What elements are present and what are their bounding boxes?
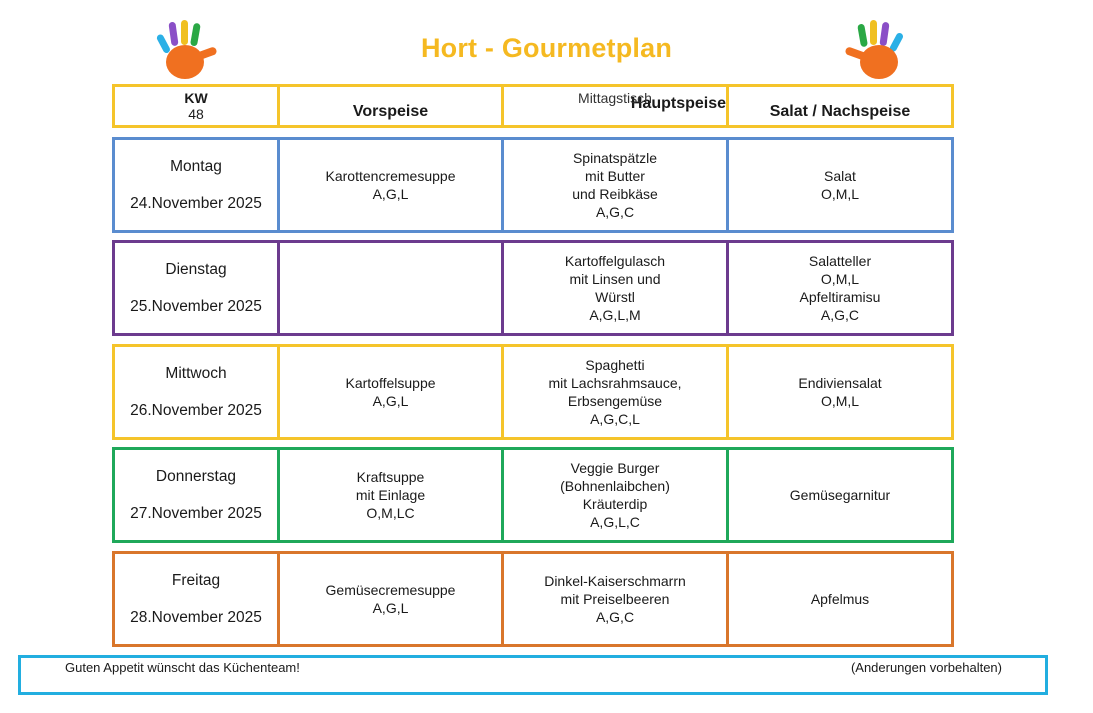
menu-line: Veggie Burger — [570, 460, 660, 476]
day-row-mittwoch — [112, 344, 954, 440]
menu-line: Salat — [824, 168, 856, 184]
day-cell — [112, 240, 280, 336]
menu-line: Kräuterdip — [582, 496, 648, 512]
day-cell — [112, 447, 280, 543]
menu-line: (Bohnenlaibchen) — [560, 478, 670, 494]
hauptspeise-cell — [504, 551, 729, 647]
day-cell — [112, 344, 280, 440]
menu-line: Endiviensalat — [798, 375, 882, 391]
menu-line: Kartoffelsuppe — [345, 375, 436, 391]
menu-line: mit Lachsrahmsauce, — [548, 375, 682, 391]
footer-disclaimer: (Anderungen vorbehalten) — [850, 660, 1002, 675]
allergen-codes: O,M,L — [820, 271, 860, 287]
week-number: 48 — [188, 106, 204, 122]
column-label: Salat / Nachspeise — [769, 103, 911, 120]
column-subtitle: Mittagstisch — [578, 90, 652, 106]
hauptspeise-cell — [504, 447, 729, 543]
menu-line: Kraftsuppe — [356, 469, 425, 485]
allergen-codes: A,G,C — [595, 609, 635, 625]
day-row-freitag — [112, 551, 954, 647]
allergen-codes: O,M,L — [820, 393, 860, 409]
header-hauptspeise — [504, 84, 729, 128]
allergen-codes: A,G,C — [820, 307, 860, 323]
menu-line: Gemüsecremesuppe — [325, 582, 456, 598]
day-name: Mittwoch — [165, 365, 227, 382]
footer-box — [18, 655, 1048, 695]
day-name: Dienstag — [165, 261, 227, 278]
column-label: Vorspeise — [352, 103, 429, 120]
header-vorspeise — [280, 84, 504, 128]
salat-cell — [729, 344, 954, 440]
menu-line: Gemüsegarnitur — [789, 487, 891, 503]
allergen-codes: A,G,C,L — [590, 411, 640, 427]
allergen-codes: A,G,C — [595, 204, 635, 220]
page-title: Hort - Gourmetplan — [420, 33, 673, 63]
menu-line: Karottencremesuppe — [325, 168, 456, 184]
menu-line: Spaghetti — [585, 357, 645, 373]
allergen-codes: A,G,L — [372, 393, 409, 409]
menu-line: mit Einlage — [355, 487, 426, 503]
menu-line: Erbsengemüse — [567, 393, 663, 409]
menu-line: Salatteller — [808, 253, 872, 269]
salat-cell — [729, 240, 954, 336]
allergen-codes: O,M,L — [820, 186, 860, 202]
menu-line: und Reibkäse — [572, 186, 658, 202]
day-name: Donnerstag — [155, 468, 237, 485]
header-salat — [729, 84, 954, 128]
salat-cell — [729, 447, 954, 543]
day-date: 28.November 2025 — [130, 609, 262, 626]
day-cell — [112, 551, 280, 647]
vorspeise-cell — [280, 551, 504, 647]
day-row-donnerstag — [112, 447, 954, 543]
day-row-montag — [112, 137, 954, 233]
vorspeise-cell — [280, 344, 504, 440]
day-date: 25.November 2025 — [130, 298, 262, 315]
allergen-codes: A,G,L — [372, 186, 409, 202]
day-date: 26.November 2025 — [130, 402, 262, 419]
allergen-codes: A,G,L,C — [590, 514, 640, 530]
menu-line: mit Preiselbeeren — [560, 591, 670, 607]
hauptspeise-cell — [504, 240, 729, 336]
menu-line: Dinkel-Kaiserschmarrn — [544, 573, 686, 589]
column-label: Hauptspeise — [630, 95, 726, 112]
menu-line: Apfeltiramisu — [799, 289, 881, 305]
day-cell — [112, 137, 280, 233]
week-label: KW — [184, 90, 208, 106]
menu-line: mit Butter — [585, 168, 645, 184]
table-header — [112, 84, 954, 128]
menu-line: Würstl — [595, 289, 635, 305]
day-name: Montag — [170, 158, 222, 175]
menu-line: Kartoffelgulasch — [564, 253, 666, 269]
allergen-codes: O,M,LC — [366, 505, 415, 521]
menu-line: mit Linsen und — [569, 271, 661, 287]
day-date: 24.November 2025 — [130, 195, 262, 212]
day-name: Freitag — [171, 572, 221, 589]
hauptspeise-cell — [504, 344, 729, 440]
allergen-codes: A,G,L — [372, 600, 409, 616]
hauptspeise-cell — [504, 137, 729, 233]
menu-line: Spinatspätzle — [572, 150, 658, 166]
day-row-dienstag — [112, 240, 954, 336]
footer-greeting: Guten Appetit wünscht das Küchenteam! — [65, 660, 300, 675]
menu-line: Apfelmus — [810, 591, 870, 607]
salat-cell — [729, 551, 954, 647]
vorspeise-cell — [280, 447, 504, 543]
salat-cell — [729, 137, 954, 233]
vorspeise-cell — [280, 240, 504, 336]
allergen-codes: A,G,L,M — [589, 307, 641, 323]
day-date: 27.November 2025 — [130, 505, 262, 522]
vorspeise-cell — [280, 137, 504, 233]
week-cell — [112, 84, 280, 128]
